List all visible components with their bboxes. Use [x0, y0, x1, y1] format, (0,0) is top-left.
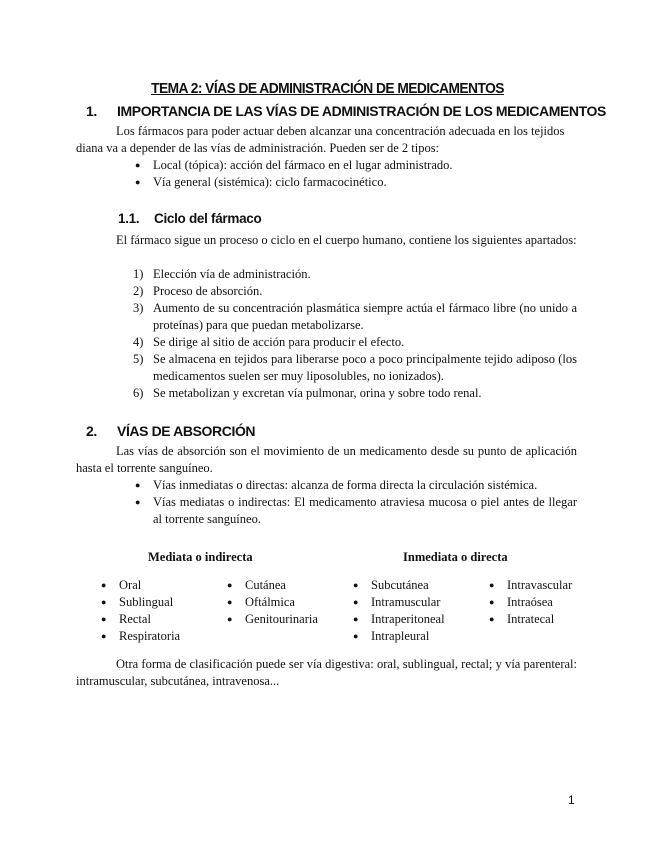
section-1-number: 1. — [86, 103, 97, 119]
list-item: ● Oftálmica — [227, 594, 337, 611]
list-item: ● Intraperitoneal — [353, 611, 483, 628]
list-item: ● Vías inmediatas o directas: alcanza de forma directa la circulación sistémica. — [135, 477, 577, 494]
section-1-1-paragraph-text: El fármaco sigue un proceso o ciclo en el cuerpo humano, contiene los siguientes apartados: — [116, 233, 577, 247]
section-1-1-number: 1.1. — [118, 211, 140, 226]
list-item — [133, 266, 577, 283]
list-item: ● Vía general (sistémica): ciclo farmacocinético. — [135, 174, 575, 191]
mediata-heading: Mediata o indirecta — [148, 550, 253, 564]
section-2-number: 2. — [86, 423, 97, 439]
section-1-title: IMPORTANCIA DE LAS VÍAS DE ADMINISTRACIÓN DE LOS MEDICAMENTOS — [117, 103, 606, 119]
list-item: ● Sublingual — [101, 594, 221, 611]
step-number: 1) — [133, 267, 144, 281]
section-2-paragraph-text: Las vías de absorción son el movimiento de un medicamento desde su punto de aplicación hasta el torrente sanguíneo. — [76, 444, 577, 475]
list-item: ● Intramuscular — [353, 594, 483, 611]
step-text: Se almacena en tejidos para liberarse poco a poco principalmente tejido adiposo (los medicamentos suelen ser muy liposolubles, no ionizados). — [153, 352, 577, 383]
inmediata-list-col-2 — [489, 577, 589, 628]
list-item: ● Subcutánea — [353, 577, 483, 594]
page-number: 1 — [568, 793, 575, 807]
step-number: 2) — [133, 284, 144, 298]
list-item — [133, 334, 577, 351]
step-text: Aumento de su concentración plasmática siempre actúa el fármaco libre (no unido a proteínas) para que puedan metabolizarse. — [153, 301, 577, 332]
list-item — [133, 351, 577, 385]
list-item: ● Intrapleural — [353, 628, 483, 645]
step-number: 6) — [133, 386, 144, 400]
step-text: Se metabolizan y excretan vía pulmonar, orina y sobre todo renal. — [153, 386, 482, 400]
list-item: ● Rectal — [101, 611, 221, 628]
step-text: Se dirige al sitio de acción para producir el efecto. — [153, 335, 405, 349]
section-1-1-paragraph — [76, 232, 577, 249]
closing-paragraph-text: Otra forma de clasificación puede ser vía digestiva: oral, sublingual, rectal; y vía parenteral: intramuscular, subcutánea, intravenosa... — [76, 657, 577, 688]
list-item: ● Oral — [101, 577, 221, 594]
list-item — [133, 283, 577, 300]
step-number: 3) — [133, 301, 144, 315]
section-1-heading — [86, 103, 606, 119]
drug-cycle-steps — [133, 266, 577, 402]
step-text: Proceso de absorción. — [153, 284, 263, 298]
section-2-heading — [86, 423, 255, 439]
section-1-bullet-list — [135, 157, 575, 191]
section-1-1-title: Ciclo del fármaco — [154, 211, 262, 226]
list-item: ● Vías mediatas o indirectas: El medicamento atraviesa mucosa o piel antes de llegar al torrente sanguíneo. — [135, 494, 577, 528]
step-text: Elección vía de administración. — [153, 267, 311, 281]
section-1-paragraph-line-2: diana va a depender de las vías de administración. Pueden ser de 2 tipos: — [76, 141, 440, 155]
list-item: ● Local (tópica): acción del fármaco en el lugar administrado. — [135, 157, 575, 174]
list-item — [133, 385, 577, 402]
list-item: ● Intraósea — [489, 594, 589, 611]
section-1-1-heading — [118, 211, 261, 226]
section-1-paragraph — [76, 123, 577, 157]
step-number: 4) — [133, 335, 144, 349]
inmediata-list-col-1 — [353, 577, 483, 645]
list-item: ● Respiratoria — [101, 628, 221, 645]
section-2-bullet-list — [135, 477, 577, 528]
list-item: ● Intratecal — [489, 611, 589, 628]
inmediata-heading: Inmediata o directa — [403, 550, 508, 564]
mediata-list-col-1 — [101, 577, 221, 645]
mediata-list-col-2 — [227, 577, 337, 628]
list-item: ● Genitourinaria — [227, 611, 337, 628]
list-item — [133, 300, 577, 334]
closing-paragraph — [76, 656, 577, 690]
section-1-paragraph-line-1: Los fármacos para poder actuar deben alcanzar una concentración adecuada en los tejidos — [116, 124, 565, 138]
step-number: 5) — [133, 352, 144, 366]
document-title: TEMA 2: VÍAS DE ADMINISTRACIÓN DE MEDICAMENTOS — [151, 80, 504, 97]
section-2-title: VÍAS DE ABSORCIÓN — [117, 423, 256, 439]
section-2-paragraph — [76, 443, 577, 477]
list-item: ● Intravascular — [489, 577, 589, 594]
list-item: ● Cutánea — [227, 577, 337, 594]
